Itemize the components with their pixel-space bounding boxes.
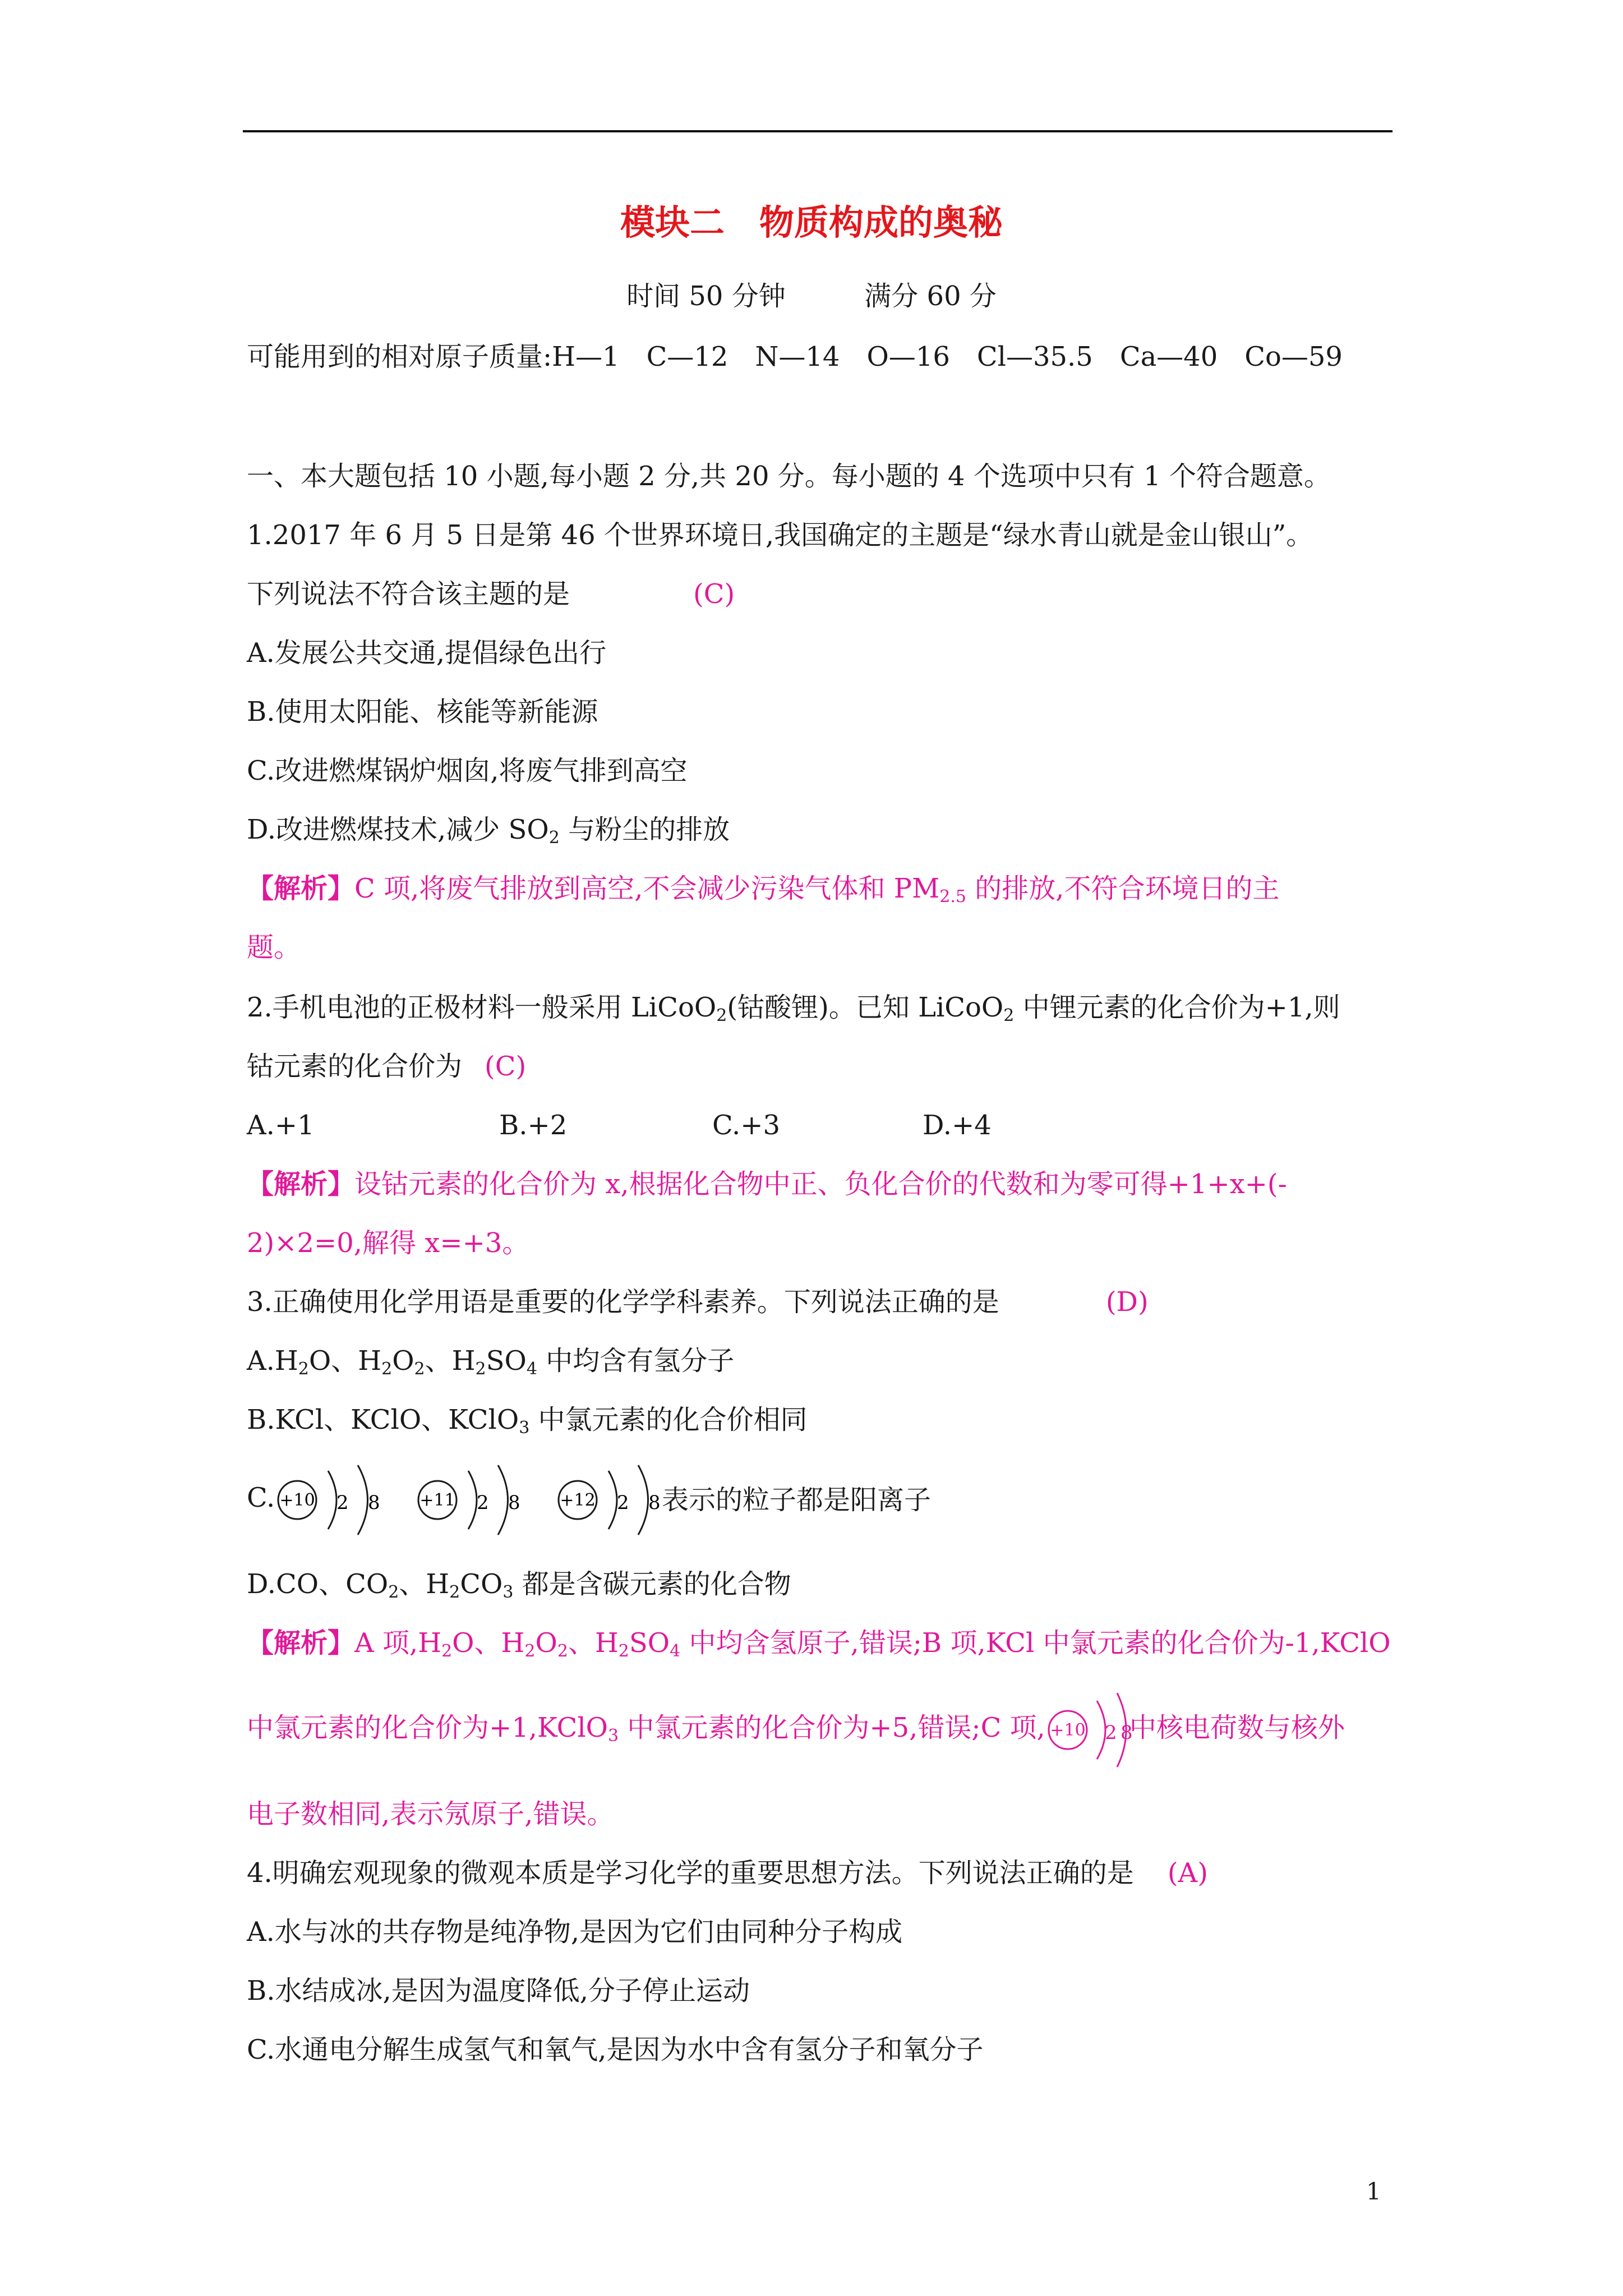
- analysis-label: 【解析】: [247, 873, 355, 904]
- q2-stem-line2: 钴元素的化合价为 (C): [247, 1051, 527, 1082]
- atom-diagram-mg: [559, 1465, 661, 1535]
- q2-option-d: D.+4: [923, 1110, 992, 1141]
- q3-analysis-line1: 【解析】A 项$,H_2O$、$H_2O_2$、$H_2SO_4$ 中均含氢原子,错误;B 项,KCl 中氯元素的化合价为-1,KClO: [247, 1627, 1391, 1661]
- q1-stem-text: 下列说法不符合该主题的是: [247, 578, 570, 610]
- q3-analysis-line3: 电子数相同,表示氖原子,错误。: [247, 1798, 614, 1830]
- svg-text:2: 2: [1104, 1721, 1117, 1744]
- q4-option-c: C.水通电分解生成氢气和氧气,是因为水中含有氢分子和氧分子: [247, 2034, 984, 2065]
- q1-answer: (C): [693, 578, 735, 610]
- q1-option-d: D.改进燃煤技术,减少 $SO_2$ 与粉尘的排放: [247, 814, 730, 848]
- full-score: 满分 60 分: [864, 280, 997, 312]
- q1-analysis-line1: 【解析】C 项,将废气排放到高空,不会减少污染气体和 $PM_{2.5}$ 的排放,不符合环境日的主: [247, 873, 1280, 907]
- page-number: 1: [1366, 2178, 1381, 2205]
- atom-diagram-na: [418, 1465, 520, 1535]
- svg-text:2: 2: [617, 1491, 629, 1514]
- section1-header: 一、本大题包括 10 小题,每小题 2 分,共 20 分。每小题的 4 个选项中只有 1 个符合题意。: [247, 461, 1331, 492]
- svg-text:8: 8: [648, 1491, 661, 1514]
- svg-text:8: 8: [1120, 1721, 1133, 1744]
- exam-meta: [0, 280, 1623, 312]
- q3-option-d: D.CO、$CO_2$、$H_2CO_3$ 都是含碳元素的化合物: [247, 1568, 791, 1602]
- svg-text:+11: +11: [419, 1490, 455, 1510]
- q4-stem: 4.明确宏观现象的微观本质是学习化学的重要思想方法。下列说法正确的是 (A): [247, 1857, 1208, 1889]
- q3-option-a: $A.H_2O$、$H_2O_2$、$H_2SO_4$ 中均含有氢分子: [247, 1345, 735, 1379]
- atomic-masses: 可能用到的相对原子质量:H—1 C—12 N—14 O—16 Cl—35.5 Ca—40 Co—59: [247, 341, 1343, 372]
- module-title: 模块二 物质构成的奥秘: [620, 202, 1003, 243]
- q4-option-b: B.水结成冰,是因为温度降低,分子停止运动: [247, 1975, 750, 2007]
- q2-stem-line1: 2.手机电池的正极材料一般采用 LiCoO$_2$(钴酸锂)。已知 LiCoO$_2$ 中锂元素的化合价为+1,则: [247, 992, 1340, 1025]
- q2-option-c: C.+3: [712, 1110, 781, 1141]
- q3-option-b: B.KCl、KClO、KClO$_3$ 中氯元素的化合价相同: [247, 1404, 808, 1438]
- atom-diagram-ne-analysis: [1045, 1691, 1133, 1769]
- q1-analysis-line2: 题。: [247, 932, 301, 963]
- q1-option-c: C.改进燃煤锅炉烟囱,将废气排到高空: [247, 755, 688, 786]
- q3-option-c-text: 表示的粒子都是阳离子: [662, 1484, 932, 1516]
- q3-answer: (D): [1105, 1286, 1149, 1318]
- svg-text:+12: +12: [560, 1490, 596, 1510]
- q3-analysis-line2: 中氯元素的化合价为+1,KClO$_3$ 中氯元素的化合价为+5,错误;C 项, +10 2 8 中核电荷数与核外: [247, 1688, 1345, 1775]
- q2-option-a: A.+1: [247, 1110, 315, 1141]
- q2-analysis-line2: 2)×2=0,解得 x=+3。: [247, 1227, 529, 1259]
- q2-analysis-line1: 【解析】设钴元素的化合价为 x,根据化合物中正、负化合价的代数和为零可得+1+x+(-: [247, 1168, 1287, 1200]
- time-limit: 时间 50 分钟: [626, 280, 786, 312]
- q4-answer: (A): [1167, 1857, 1208, 1889]
- q3-option-c: C. +10 2 8 +11 2 8 +12 2 8 表示的粒子都是阳离子: [247, 1458, 993, 1539]
- q1-stem-line2: [247, 578, 735, 610]
- svg-text:8: 8: [508, 1491, 520, 1514]
- svg-text:2: 2: [336, 1491, 349, 1514]
- atom-diagram-ne: [278, 1465, 380, 1535]
- q1-option-a: A.发展公共交通,提倡绿色出行: [247, 637, 607, 669]
- svg-text:+10: +10: [1050, 1720, 1086, 1740]
- q3-stem: 3.正确使用化学用语是重要的化学学科素养。下列说法正确的是 (D): [247, 1286, 1149, 1318]
- q2-answer: (C): [485, 1051, 527, 1082]
- q1-stem-line1: 1.2017 年 6 月 5 日是第 46 个世界环境日,我国确定的主题是“绿水青山就是金山银山”。: [247, 519, 1313, 551]
- header-rule: [243, 130, 1393, 132]
- svg-text:+10: +10: [279, 1490, 315, 1510]
- svg-text:2: 2: [477, 1491, 489, 1514]
- atom-structure-diagrams: [275, 1461, 993, 1539]
- q2-option-b: B.+2: [499, 1110, 568, 1141]
- q4-option-a: A.水与冰的共存物是纯净物,是因为它们由同种分子构成: [247, 1916, 903, 1948]
- q1-option-b: B.使用太阳能、核能等新能源: [247, 696, 598, 728]
- svg-text:8: 8: [368, 1491, 380, 1514]
